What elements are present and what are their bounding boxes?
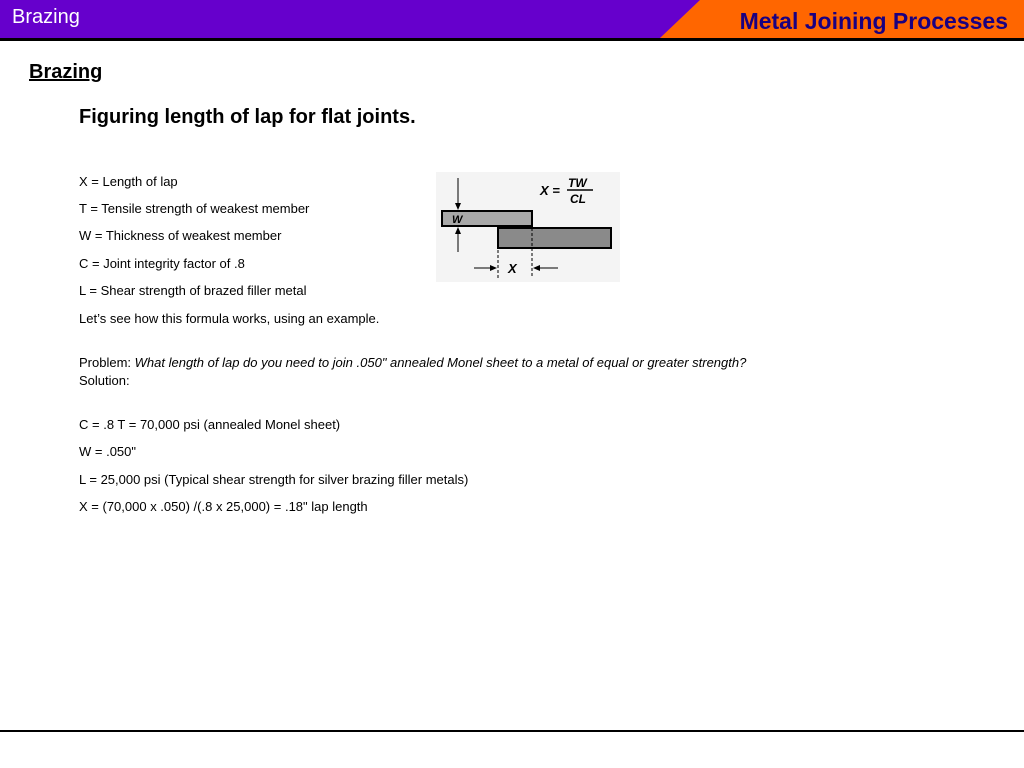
definition-x: X = Length of lap: [79, 174, 178, 189]
thickness-label: W: [452, 214, 463, 226]
footer-divider: [0, 730, 1024, 732]
header-purple-band: [0, 0, 720, 38]
problem-statement: [79, 355, 746, 370]
example-intro: Let’s see how this formula works, using an example.: [79, 311, 380, 326]
definition-c: C = Joint integrity factor of .8: [79, 256, 245, 271]
header-left-title: Brazing: [12, 6, 80, 28]
definition-w: W = Thickness of weakest member: [79, 228, 282, 243]
bottom-plate: [498, 228, 611, 248]
solution-label: Solution:: [79, 373, 130, 388]
problem-question: What length of lap do you need to join .050" annealed Monel sheet to a metal of equal or greater strength?: [134, 355, 747, 370]
solution-line-c-t: C = .8 T = 70,000 psi (annealed Monel sheet): [79, 417, 341, 432]
lap-length-label: X: [508, 261, 517, 276]
solution-line-x: X = (70,000 x .050) /(.8 x 25,000) = .18" lap length: [79, 499, 368, 514]
formula-lhs: X =: [540, 183, 560, 198]
header-right-title: Metal Joining Processes: [739, 8, 1008, 34]
slide-subtitle: Figuring length of lap for flat joints.: [79, 106, 416, 128]
definition-t: T = Tensile strength of weakest member: [79, 201, 310, 216]
problem-label: Problem:: [79, 355, 135, 370]
formula-numerator: TW: [568, 176, 587, 190]
definition-l: L = Shear strength of brazed filler metal: [79, 283, 307, 298]
solution-line-w: W = .050": [79, 444, 137, 459]
section-title: Brazing: [29, 61, 103, 83]
slide-header: [0, 0, 1024, 42]
lap-joint-diagram: [436, 172, 620, 282]
solution-line-l: L = 25,000 psi (Typical shear strength for silver brazing filler metals): [79, 472, 469, 487]
formula-denominator: CL: [570, 192, 586, 206]
header-divider: [0, 38, 1024, 41]
